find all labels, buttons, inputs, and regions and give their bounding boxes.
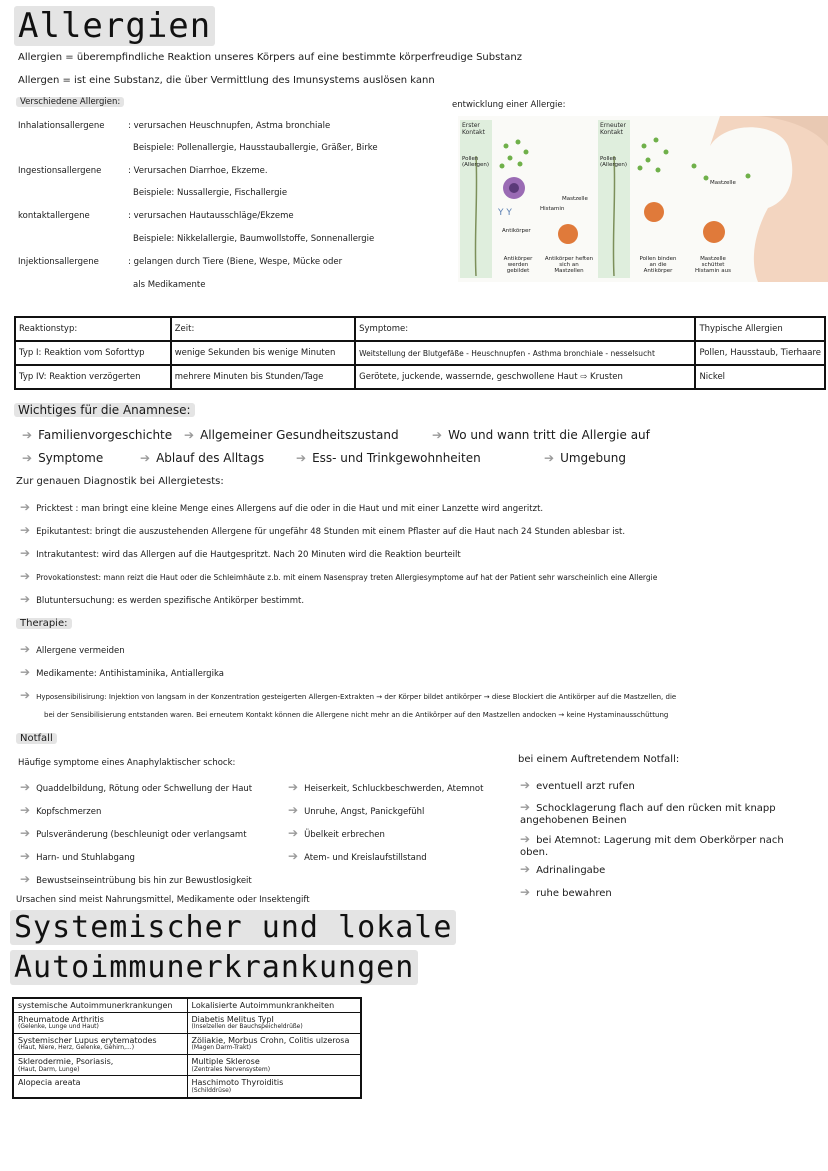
anamnese-item — [296, 451, 481, 465]
svg-text:Y Y: Y Y — [498, 208, 512, 218]
table-row — [15, 341, 825, 365]
diagnostic-text: Provokationstest: mann reizt die Haut oder die Schleimhäute z.b. mit einem Nasenspray treten Allergiesymptome auf hat der Patient sehr warscheinlich eine Allergie — [36, 573, 658, 582]
arrow-icon: ➔ — [288, 849, 299, 863]
therapy-item — [20, 688, 676, 702]
arrow-icon: ➔ — [20, 665, 31, 679]
table-header-row — [15, 317, 825, 341]
label-antikoerper: Antikörper — [502, 228, 531, 234]
anamnese-item-text: Symptome — [38, 451, 104, 465]
action-item — [520, 885, 612, 899]
table-row — [15, 365, 825, 389]
disease-name: Sklerodermie, Psoriasis, — [18, 1057, 114, 1067]
type-example: Beispiele: Pollenallergie, Hausstauballergie, Gräßer, Birke — [133, 143, 378, 153]
symptom-text: Harn- und Stuhlabgang — [36, 853, 135, 863]
type-name: kontaktallergene — [18, 211, 90, 221]
symptom-text: Heiserkeit, Schluckbeschwerden, Atemnot — [304, 784, 484, 794]
symptom-item — [288, 780, 483, 794]
table-cell — [187, 1055, 361, 1076]
disease-location: (Haut, Niere, Herz, Gelenke, Gehirn,...) — [18, 1044, 135, 1052]
disease-location: (Zentrales Nervensystem) — [191, 1065, 271, 1073]
symptom-text: Übelkeit erbrechen — [304, 830, 385, 840]
label-pollen: Pollen (Allergen) — [600, 156, 628, 168]
arrow-icon: ➔ — [20, 872, 31, 886]
arrow-icon: ➔ — [22, 451, 33, 465]
symptom-item — [20, 780, 252, 794]
label-step-1: Antikörper werden gebildet — [503, 256, 533, 274]
diagnostic-item — [20, 592, 304, 606]
disease-name: Diabetis Melitus TypI — [191, 1015, 274, 1025]
arrow-icon: ➔ — [520, 800, 531, 814]
diagnostics-heading: Zur genauen Diagnostik bei Allergietests: — [16, 476, 224, 487]
arrow-icon: ➔ — [20, 569, 31, 583]
panel-repeat-contact: Erneuter Kontakt — [600, 122, 626, 136]
arrow-icon: ➔ — [544, 451, 555, 465]
disease-name: Multiple Sklerose — [191, 1057, 260, 1067]
emergency-heading: Notfall — [16, 733, 57, 744]
type-desc: : Verursachen Diarrhoe, Ekzeme. — [128, 166, 268, 176]
action-item — [520, 832, 790, 859]
type-name: Ingestionsallergene — [18, 166, 102, 176]
table-header: Lokalisierte Autoimmunkrankheiten — [187, 998, 361, 1013]
diagnostic-text: Epikutantest: bringt die auszustehenden Allergene für ungefähr 48 Stunden mit einem Pflaster auf die Haut nach 24 Stunden ablesbar ist. — [36, 527, 626, 537]
anamnese-item — [544, 451, 626, 465]
symptom-item — [20, 872, 252, 886]
arrow-icon: ➔ — [520, 862, 531, 876]
table-row — [13, 1034, 361, 1055]
table-header: systemische Autoimmunerkrankungen — [13, 998, 187, 1013]
table-header-row — [13, 998, 361, 1013]
disease-name: Haschimoto Thyroiditis — [191, 1078, 284, 1088]
table-cell — [187, 1034, 361, 1055]
diagnostic-text: Pricktest : man bringt eine kleine Menge eines Allergens auf die oder in die Haut und mit einer Lanzette wird angeritzt. — [36, 504, 544, 514]
action-text: bei Atemnot: Lagerung mit dem Oberkörper nach oben. — [520, 835, 784, 858]
diagnostic-item — [20, 569, 657, 583]
disease-location: (Schilddrüse) — [191, 1086, 232, 1094]
label-step-2: Antikörper heften sich an Mastzellen — [544, 256, 594, 274]
table-header: Reaktionstyp: — [15, 317, 171, 341]
panel-first-contact: Erster Kontakt — [462, 122, 485, 136]
disease-location: (Magen Darm-Trakt) — [191, 1044, 252, 1052]
symptom-item — [20, 826, 247, 840]
label-histamin: Histamin — [540, 206, 565, 212]
type-desc: : verursachen Hautausschläge/Ekzeme — [128, 211, 294, 221]
symptom-text: Kopfschmerzen — [36, 807, 102, 817]
label-mastzelle: Mastzelle — [562, 196, 588, 202]
anamnese-item-text: Ess- und Trinkgewohnheiten — [312, 451, 481, 465]
diagnostic-text: Intrakutantest: wird das Allergen auf die Hautgespritzt. Nach 20 Minuten wird die Reaktion beurteilt — [36, 550, 461, 560]
table-cell — [13, 1013, 187, 1034]
table-cell — [13, 1055, 187, 1076]
arrow-icon: ➔ — [140, 451, 151, 465]
label-step-3: Pollen binden an die Antikörper — [639, 256, 677, 274]
disease-name: Zöliakie, Morbus Crohn, Colitis ulzerosa — [191, 1036, 350, 1046]
type-example: Beispiele: Nikkelallergie, Baumwollstoffe, Sonnenallergie — [133, 234, 375, 244]
type-example: Beispiele: Nussallergie, Fischallergie — [133, 188, 288, 198]
symptom-item — [20, 849, 135, 863]
anamnese-item-text: Wo und wann tritt die Allergie auf — [448, 428, 650, 442]
anamnese-item-text: Ablauf des Alltags — [156, 451, 265, 465]
causes-text: Ursachen sind meist Nahrungsmittel, Medikamente oder Insektengift — [16, 895, 310, 905]
arrow-icon: ➔ — [22, 428, 33, 442]
arrow-icon: ➔ — [20, 688, 31, 702]
action-text: Adrinalingabe — [536, 865, 606, 876]
arrow-icon: ➔ — [288, 803, 299, 817]
type-name: Inhalationsallergene — [18, 121, 105, 131]
symptom-text: Quaddelbildung, Rötung oder Schwellung der Haut — [36, 784, 253, 794]
action-text: Schocklagerung flach auf den rücken mit knapp angehobenen Beinen — [520, 803, 776, 826]
anamnese-item-text: Familienvorgeschichte — [38, 428, 173, 442]
table-row — [13, 1076, 361, 1098]
table-header: Symptome: — [355, 317, 695, 341]
label-pollen: Pollen (Allergen) — [462, 156, 490, 168]
anamnese-item — [22, 428, 172, 442]
arrow-icon: ➔ — [296, 451, 307, 465]
section-title-line1: Systemischer und lokale — [10, 910, 456, 945]
action-item — [520, 862, 605, 876]
therapy-heading: Therapie: — [16, 618, 72, 629]
autoimmune-table — [12, 997, 362, 1099]
arrow-icon: ➔ — [20, 642, 31, 656]
action-text: eventuell arzt rufen — [536, 781, 635, 792]
table-cell — [187, 1076, 361, 1098]
type-desc: : verursachen Heuschnupfen, Astma bronchiale — [128, 121, 331, 131]
symptom-item — [288, 803, 424, 817]
arrow-icon: ➔ — [20, 826, 31, 840]
arrow-icon: ➔ — [288, 780, 299, 794]
allergy-development-figure — [458, 116, 828, 282]
disease-name: Alopecia areata — [18, 1078, 81, 1088]
therapy-item — [20, 642, 125, 656]
disease-location: (Haut, Darm, Lunge) — [18, 1065, 80, 1073]
page-title: Allergien — [14, 6, 215, 46]
table-header: Thypische Allergien — [695, 317, 825, 341]
action-text: ruhe bewahren — [536, 888, 612, 899]
symptom-item — [288, 826, 385, 840]
diagnostic-item — [20, 500, 543, 514]
arrow-icon: ➔ — [520, 832, 531, 846]
arrow-icon: ➔ — [20, 849, 31, 863]
therapy-text: Allergene vermeiden — [36, 646, 125, 656]
table-row — [13, 1055, 361, 1076]
action-item — [520, 800, 790, 827]
disease-location: (Inselzellen der Bauchspeicheldrüße) — [191, 1023, 303, 1031]
table-row — [13, 1013, 361, 1034]
symptom-item — [288, 849, 427, 863]
table-cell: Typ IV: Reaktion verzögerten — [15, 365, 171, 389]
type-example: als Medikamente — [133, 280, 206, 290]
therapy-text: Medikamente: Antihistaminika, Antiallergika — [36, 669, 224, 679]
table-cell: Weitstellung der Blutgefäße - Heuschnupfen - Asthma bronchiale - nesselsucht — [355, 341, 695, 365]
table-cell — [13, 1076, 187, 1098]
symptom-text: Atem- und Kreislaufstillstand — [304, 853, 427, 863]
table-cell — [187, 1013, 361, 1034]
types-heading: Verschiedene Allergien: — [16, 97, 124, 107]
label-mastzelle: Mastzelle — [710, 180, 736, 186]
symptom-text: Pulsveränderung (beschleunigt oder verlangsamt — [36, 830, 247, 840]
type-desc: : gelangen durch Tiere (Biene, Wespe, Mücke oder — [128, 257, 343, 267]
arrow-icon: ➔ — [20, 546, 31, 560]
disease-name: Systemischer Lupus erytematodes — [18, 1036, 157, 1046]
anamnese-item — [140, 451, 264, 465]
arrow-icon: ➔ — [520, 778, 531, 792]
symptom-text: Bewustseinseintrübung bis hin zur Bewustlosigkeit — [36, 876, 252, 886]
action-heading: bei einem Auftretendem Notfall: — [518, 754, 680, 765]
anamnese-heading: Wichtiges für die Anamnese: — [14, 403, 195, 417]
arrow-icon: ➔ — [432, 428, 443, 442]
arrow-icon: ➔ — [20, 592, 31, 606]
anamnese-item-text: Umgebung — [560, 451, 626, 465]
label-step-4: Mastzelle schüttet Histamin aus — [695, 256, 731, 274]
diagnostic-item — [20, 523, 625, 537]
type-name: Injektionsallergene — [18, 257, 99, 267]
arrow-icon: ➔ — [20, 500, 31, 514]
therapy-text: Hyposensibilisirung: Injektion von langsam in der Konzentration gesteigerten Allergen-Extrakten → der Körper bildet antikörper → diese Blockiert die Antikörper auf die Mastzellen, die — [36, 693, 677, 701]
definition-allergen: Allergen = ist eine Substanz, die über Vermittlung des Imunsystems auslösen kann — [18, 75, 435, 86]
arrow-icon: ➔ — [20, 780, 31, 794]
table-cell: Nickel — [695, 365, 825, 389]
arrow-icon: ➔ — [288, 826, 299, 840]
symptoms-heading: Häufige symptome eines Anaphylaktischer schock: — [18, 758, 236, 768]
anamnese-item — [22, 451, 103, 465]
table-cell: wenige Sekunden bis wenige Minuten — [171, 341, 355, 365]
table-cell: mehrere Minuten bis Stunden/Tage — [171, 365, 355, 389]
arrow-icon: ➔ — [20, 523, 31, 537]
table-cell: Gerötete, juckende, wassernde, geschwollene Haut ⇨ Krusten — [355, 365, 695, 389]
anamnese-item-text: Allgemeiner Gesundheitszustand — [200, 428, 399, 442]
symptom-text: Unruhe, Angst, Panickgefühl — [304, 807, 425, 817]
definition-allergie: Allergien = überempfindliche Reaktion unseres Körpers auf eine bestimmte körperfreudige Substanz — [18, 52, 522, 63]
diagnostic-text: Blutuntersuchung: es werden spezifische Antikörper bestimmt. — [36, 596, 305, 606]
arrow-icon: ➔ — [520, 885, 531, 899]
figure-caption: entwicklung einer Allergie: — [452, 100, 566, 110]
diagnostic-item — [20, 546, 461, 560]
arrow-icon: ➔ — [20, 803, 31, 817]
table-cell — [13, 1034, 187, 1055]
anamnese-item — [184, 428, 399, 442]
action-item — [520, 778, 635, 792]
disease-location: (Gelenke, Lunge und Haut) — [18, 1023, 99, 1031]
table-cell: Typ I: Reaktion vom Soforttyp — [15, 341, 171, 365]
disease-name: Rheumatode Arthritis — [18, 1015, 104, 1025]
symptom-item — [20, 803, 101, 817]
therapy-item — [20, 665, 224, 679]
table-cell: Pollen, Hausstaub, Tierhaare — [695, 341, 825, 365]
therapy-continuation: bei der Sensibilisierung entstanden waren. Bei erneutem Kontakt können die Allergene nicht mehr an die Antikörper auf den Mastzellen andocken → keine Hystaminausschüttung — [44, 711, 669, 719]
reaction-table — [14, 316, 826, 390]
anamnese-item — [432, 428, 650, 442]
table-header: Zeit: — [171, 317, 355, 341]
arrow-icon: ➔ — [184, 428, 195, 442]
section-title-line2: Autoimmunerkrankungen — [10, 950, 418, 985]
